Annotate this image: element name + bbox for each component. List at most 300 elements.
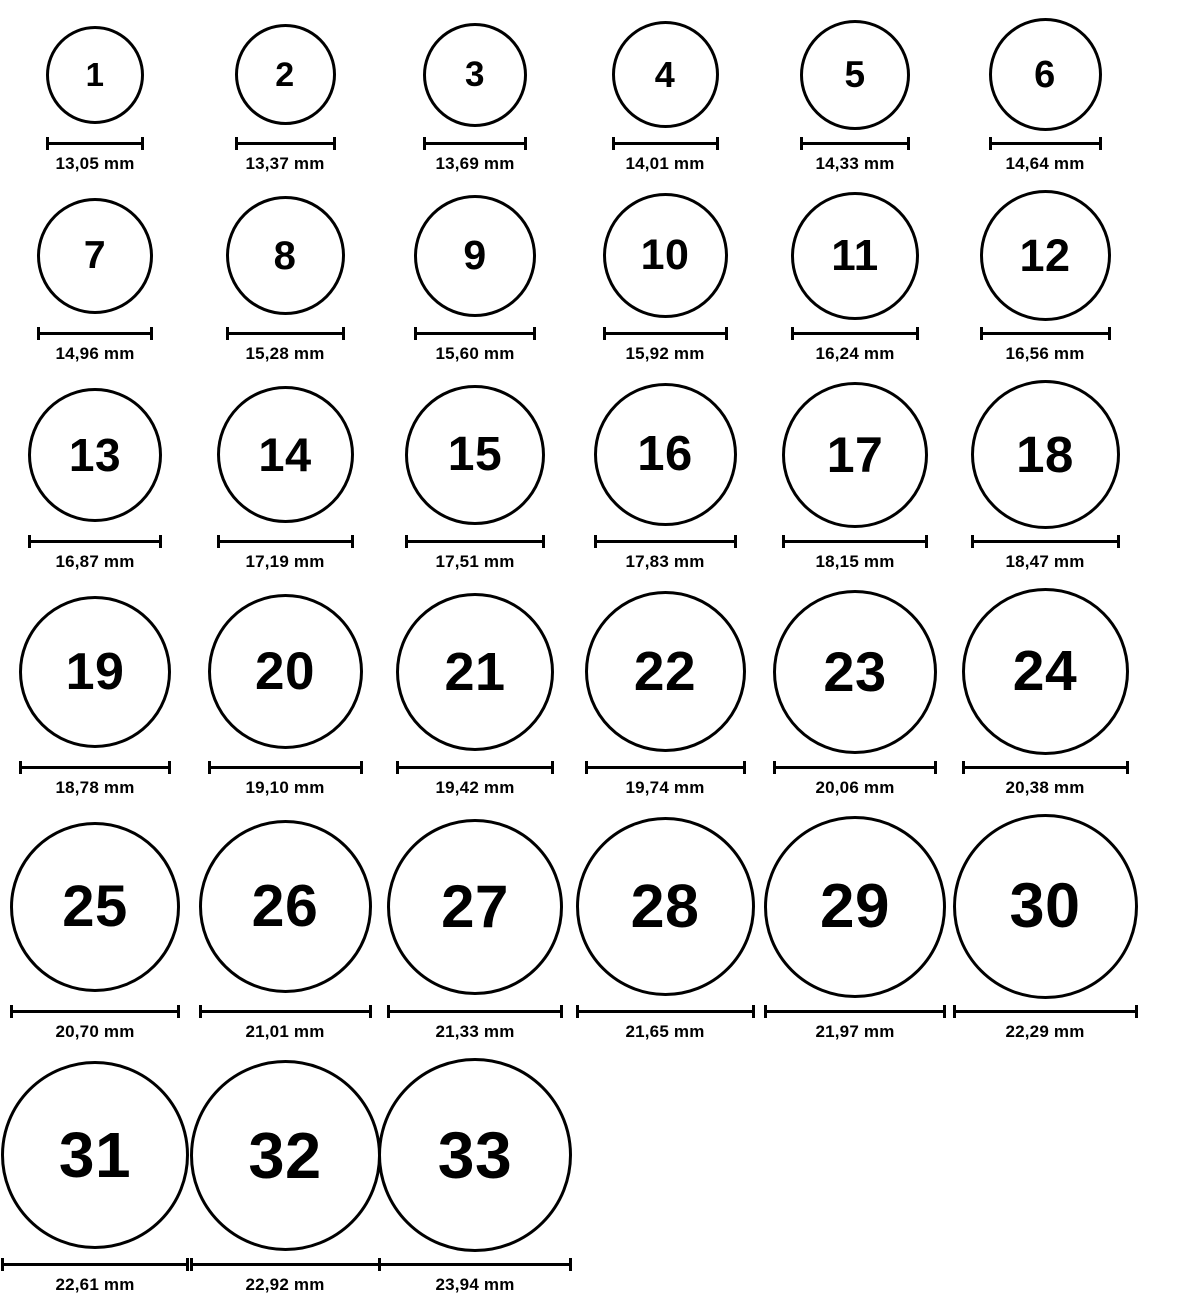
ring-size-cell (950, 588, 1140, 798)
diameter-label: 19,10 mm (245, 778, 325, 797)
ring-size-number: 24 (1012, 639, 1078, 703)
diameter-measure-bar (396, 761, 554, 773)
measure-tick-right (925, 535, 928, 548)
diameter-label: 14,96 mm (55, 344, 135, 363)
ring-circle (585, 591, 746, 752)
circle-area (28, 380, 162, 529)
diameter-measure-bar (414, 327, 536, 339)
ring-circle (423, 23, 527, 127)
ring-circle (199, 820, 372, 993)
ring-size-number: 5 (844, 54, 866, 95)
ring-size-number: 17 (826, 426, 884, 483)
measure-line (28, 540, 162, 543)
measure-tick-right (177, 1005, 180, 1018)
measure-tick-left (800, 137, 803, 150)
ring-size-cell (380, 380, 570, 572)
measure-tick-right (752, 1005, 755, 1018)
ring-size-number: 9 (463, 232, 487, 278)
diameter-label: 16,56 mm (1005, 344, 1085, 363)
ring-size-number: 22 (633, 640, 697, 702)
measure-tick-right (369, 1005, 372, 1018)
circle-area (782, 380, 928, 529)
circle-area (19, 588, 171, 755)
ring-size-number: 31 (58, 1119, 132, 1191)
ring-circle (19, 596, 171, 748)
diameter-measure-bar (585, 761, 746, 773)
diameter-measure-bar (989, 137, 1102, 149)
measure-line (414, 332, 536, 335)
measure-line (603, 332, 728, 335)
measure-tick-right (360, 761, 363, 774)
measure-tick-left (585, 761, 588, 774)
diameter-measure-bar (962, 761, 1129, 773)
ring-size-cell (950, 814, 1140, 1042)
measure-tick-left (217, 535, 220, 548)
measure-line (378, 1263, 572, 1266)
ring-size-cell (760, 814, 950, 1042)
measure-line (387, 1010, 563, 1013)
ring-size-cell (0, 1058, 190, 1295)
ring-size-cell (190, 380, 380, 572)
diameter-label: 22,61 mm (55, 1275, 135, 1294)
ring-size-cell (0, 18, 190, 174)
ring-circle (603, 193, 728, 318)
size-row (0, 18, 1200, 174)
measure-line (953, 1010, 1138, 1013)
ring-size-number: 19 (65, 642, 125, 701)
measure-line (782, 540, 928, 543)
diameter-label: 18,78 mm (55, 778, 135, 797)
measure-tick-left (971, 535, 974, 548)
measure-tick-right (725, 327, 728, 340)
ring-circle (1, 1061, 189, 1249)
measure-tick-right (1099, 137, 1102, 150)
ring-size-cell (950, 190, 1140, 364)
measure-line (962, 766, 1129, 769)
measure-tick-right (351, 535, 354, 548)
ring-size-number: 7 (83, 234, 107, 277)
measure-tick-left (612, 137, 615, 150)
measure-line (19, 766, 171, 769)
measure-tick-right (943, 1005, 946, 1018)
size-row (0, 190, 1200, 364)
ring-size-cell (0, 814, 190, 1042)
measure-tick-left (396, 761, 399, 774)
measure-tick-left (28, 535, 31, 548)
diameter-label: 20,06 mm (815, 778, 895, 797)
ring-size-cell (380, 588, 570, 798)
circle-area (414, 190, 536, 321)
measure-tick-left (773, 761, 776, 774)
size-row (0, 380, 1200, 572)
ring-size-number: 27 (441, 872, 509, 940)
ring-circle (576, 817, 755, 996)
measure-tick-left (603, 327, 606, 340)
diameter-label: 20,38 mm (1005, 778, 1085, 797)
circle-area (585, 588, 746, 755)
ring-size-cell (570, 814, 760, 1042)
circle-area (10, 814, 180, 999)
circle-area (1, 1058, 189, 1252)
diameter-label: 16,24 mm (815, 344, 895, 363)
diameter-label: 13,69 mm (435, 154, 515, 173)
ring-circle (37, 198, 153, 314)
ring-size-cell (380, 190, 570, 364)
measure-line (594, 540, 737, 543)
ring-size-cell (570, 588, 760, 798)
measure-line (37, 332, 153, 335)
measure-tick-left (10, 1005, 13, 1018)
ring-size-cell (0, 380, 190, 572)
circle-area (208, 588, 363, 755)
measure-tick-right (141, 137, 144, 150)
diameter-measure-bar (971, 535, 1120, 547)
ring-circle (46, 26, 144, 124)
ring-size-cell (950, 18, 1140, 174)
diameter-measure-bar (19, 761, 171, 773)
diameter-label: 17,19 mm (245, 552, 325, 571)
diameter-measure-bar (782, 535, 928, 547)
ring-size-cell (190, 588, 380, 798)
circle-area (612, 18, 719, 131)
measure-line (980, 332, 1111, 335)
ring-size-number: 12 (1019, 230, 1071, 281)
ring-size-cell (570, 380, 760, 572)
size-row (0, 588, 1200, 798)
circle-area (423, 18, 527, 131)
circle-area (800, 18, 910, 131)
ring-size-number: 13 (68, 428, 122, 481)
measure-tick-right (1117, 535, 1120, 548)
measure-tick-left (791, 327, 794, 340)
measure-line (396, 766, 554, 769)
diameter-label: 17,83 mm (625, 552, 705, 571)
diameter-measure-bar (217, 535, 354, 547)
measure-line (800, 142, 910, 145)
ring-circle (962, 588, 1129, 755)
diameter-label: 15,92 mm (625, 344, 705, 363)
measure-tick-left (378, 1258, 381, 1271)
diameter-label: 16,87 mm (55, 552, 135, 571)
diameter-measure-bar (387, 1005, 563, 1017)
ring-circle (396, 593, 554, 751)
measure-tick-right (734, 535, 737, 548)
ring-size-number: 23 (823, 639, 887, 703)
ring-circle (953, 814, 1138, 999)
ring-size-number: 30 (1009, 871, 1081, 941)
diameter-measure-bar (226, 327, 345, 339)
measure-tick-right (150, 327, 153, 340)
measure-tick-left (226, 327, 229, 340)
measure-tick-left (576, 1005, 579, 1018)
ring-size-number: 29 (820, 871, 890, 941)
circle-area (594, 380, 737, 529)
circle-area (217, 380, 354, 529)
measure-tick-right (1135, 1005, 1138, 1018)
measure-tick-left (1, 1258, 4, 1271)
measure-line (46, 142, 144, 145)
measure-line (217, 540, 354, 543)
measure-tick-left (782, 535, 785, 548)
ring-size-number: 33 (437, 1118, 513, 1192)
ring-size-cell (190, 1058, 380, 1295)
ring-size-cell (760, 190, 950, 364)
measure-tick-right (551, 761, 554, 774)
measure-tick-left (594, 535, 597, 548)
diameter-measure-bar (37, 327, 153, 339)
ring-size-cell (950, 380, 1140, 572)
measure-line (405, 540, 545, 543)
ring-circle (217, 386, 354, 523)
diameter-label: 21,33 mm (435, 1022, 515, 1041)
diameter-measure-bar (28, 535, 162, 547)
diameter-measure-bar (594, 535, 737, 547)
ring-size-cell (760, 18, 950, 174)
measure-tick-left (37, 327, 40, 340)
ring-circle (405, 385, 545, 525)
diameter-label: 15,60 mm (435, 344, 515, 363)
measure-line (423, 142, 527, 145)
ring-circle (800, 20, 910, 130)
measure-tick-left (405, 535, 408, 548)
ring-circle (971, 380, 1120, 529)
diameter-label: 18,15 mm (815, 552, 895, 571)
measure-tick-right (907, 137, 910, 150)
measure-tick-right (560, 1005, 563, 1018)
diameter-label: 14,01 mm (625, 154, 705, 173)
measure-tick-right (168, 761, 171, 774)
measure-tick-left (387, 1005, 390, 1018)
measure-tick-right (916, 327, 919, 340)
ring-circle (782, 382, 928, 528)
ring-size-number: 2 (275, 55, 295, 94)
measure-line (971, 540, 1120, 543)
ring-size-number: 1 (85, 56, 105, 93)
diameter-label: 13,05 mm (55, 154, 135, 173)
diameter-measure-bar (603, 327, 728, 339)
circle-area (378, 1058, 572, 1252)
circle-area (405, 380, 545, 529)
circle-area (791, 190, 919, 321)
measure-tick-left (423, 137, 426, 150)
measure-tick-left (764, 1005, 767, 1018)
circle-area (603, 190, 728, 321)
ring-size-number: 25 (62, 873, 128, 939)
ring-circle (980, 190, 1111, 321)
diameter-measure-bar (378, 1258, 572, 1270)
measure-tick-right (743, 761, 746, 774)
diameter-measure-bar (791, 327, 919, 339)
measure-tick-right (333, 137, 336, 150)
measure-tick-right (934, 761, 937, 774)
measure-tick-left (980, 327, 983, 340)
circle-area (46, 18, 144, 131)
ring-size-number: 18 (1016, 426, 1074, 483)
ring-size-number: 20 (255, 642, 315, 701)
ring-circle (10, 822, 180, 992)
ring-size-number: 3 (465, 55, 485, 94)
measure-line (773, 766, 937, 769)
diameter-label: 21,97 mm (815, 1022, 895, 1041)
ring-size-number: 8 (273, 233, 297, 278)
ring-size-number: 14 (258, 428, 312, 481)
measure-line (190, 1263, 381, 1266)
diameter-measure-bar (612, 137, 719, 149)
ring-size-cell (0, 588, 190, 798)
diameter-label: 22,92 mm (245, 1275, 325, 1294)
diameter-label: 22,29 mm (1005, 1022, 1085, 1041)
diameter-label: 20,70 mm (55, 1022, 135, 1041)
diameter-label: 19,74 mm (625, 778, 705, 797)
diameter-label: 14,64 mm (1005, 154, 1085, 173)
diameter-label: 23,94 mm (435, 1275, 515, 1294)
measure-line (764, 1010, 946, 1013)
size-row (0, 1058, 1200, 1295)
diameter-measure-bar (190, 1258, 381, 1270)
diameter-measure-bar (764, 1005, 946, 1017)
measure-line (576, 1010, 755, 1013)
circle-area (971, 380, 1120, 529)
measure-tick-right (342, 327, 345, 340)
ring-size-cell (760, 588, 950, 798)
diameter-label: 21,01 mm (245, 1022, 325, 1041)
ring-circle (764, 816, 946, 998)
circle-area (37, 190, 153, 321)
measure-tick-right (524, 137, 527, 150)
diameter-measure-bar (980, 327, 1111, 339)
ring-size-cell (570, 18, 760, 174)
ring-size-number: 21 (444, 641, 506, 702)
measure-tick-right (569, 1258, 572, 1271)
diameter-measure-bar (800, 137, 910, 149)
diameter-label: 13,37 mm (245, 154, 325, 173)
diameter-measure-bar (235, 137, 336, 149)
measure-tick-right (1126, 761, 1129, 774)
diameter-measure-bar (423, 137, 527, 149)
ring-circle (791, 192, 919, 320)
ring-circle (414, 195, 536, 317)
measure-tick-left (235, 137, 238, 150)
diameter-label: 19,42 mm (435, 778, 515, 797)
size-row (0, 814, 1200, 1042)
ring-size-number: 4 (654, 53, 676, 95)
measure-tick-right (159, 535, 162, 548)
ring-circle (208, 594, 363, 749)
ring-size-number: 16 (637, 427, 693, 481)
ring-size-cell (0, 190, 190, 364)
measure-line (585, 766, 746, 769)
circle-area (190, 1058, 381, 1252)
ring-circle (28, 388, 162, 522)
diameter-measure-bar (405, 535, 545, 547)
circle-area (226, 190, 345, 321)
circle-area (396, 588, 554, 755)
measure-line (226, 332, 345, 335)
measure-tick-left (19, 761, 22, 774)
measure-line (10, 1010, 180, 1013)
diameter-measure-bar (199, 1005, 372, 1017)
measure-line (791, 332, 919, 335)
circle-area (773, 588, 937, 755)
ring-size-cell (190, 814, 380, 1042)
measure-tick-left (953, 1005, 956, 1018)
circle-area (962, 588, 1129, 755)
ring-size-number: 15 (447, 427, 503, 481)
ring-size-cell (380, 18, 570, 174)
circle-area (980, 190, 1111, 321)
ring-circle (594, 383, 737, 526)
ring-size-number: 28 (630, 872, 700, 940)
measure-tick-left (46, 137, 49, 150)
ring-circle (378, 1058, 572, 1252)
measure-tick-left (208, 761, 211, 774)
diameter-measure-bar (953, 1005, 1138, 1017)
ring-size-number: 26 (251, 873, 319, 939)
circle-area (953, 814, 1138, 999)
ring-circle (989, 18, 1102, 131)
measure-tick-right (533, 327, 536, 340)
ring-circle (612, 21, 719, 128)
diameter-measure-bar (1, 1258, 189, 1270)
ring-circle (226, 196, 345, 315)
ring-circle (773, 590, 937, 754)
ring-circle (387, 819, 563, 995)
measure-line (235, 142, 336, 145)
circle-area (235, 18, 336, 131)
ring-circle (235, 24, 336, 125)
measure-line (989, 142, 1102, 145)
ring-size-cell (380, 1058, 570, 1295)
circle-area (199, 814, 372, 999)
ring-size-number: 10 (640, 231, 690, 279)
ring-size-cell (190, 190, 380, 364)
measure-line (612, 142, 719, 145)
diameter-label: 14,33 mm (815, 154, 895, 173)
diameter-measure-bar (46, 137, 144, 149)
diameter-label: 18,47 mm (1005, 552, 1085, 571)
diameter-measure-bar (208, 761, 363, 773)
measure-line (1, 1263, 189, 1266)
measure-tick-left (962, 761, 965, 774)
measure-line (208, 766, 363, 769)
ring-size-number: 6 (1034, 53, 1056, 96)
measure-line (199, 1010, 372, 1013)
diameter-measure-bar (10, 1005, 180, 1017)
measure-tick-right (542, 535, 545, 548)
measure-tick-left (414, 327, 417, 340)
ring-size-cell (760, 380, 950, 572)
ring-size-number: 11 (831, 230, 879, 280)
diameter-measure-bar (576, 1005, 755, 1017)
diameter-measure-bar (773, 761, 937, 773)
ring-size-cell (380, 814, 570, 1042)
measure-tick-left (989, 137, 992, 150)
measure-tick-left (190, 1258, 193, 1271)
measure-tick-right (1108, 327, 1111, 340)
ring-size-cell (570, 190, 760, 364)
circle-area (764, 814, 946, 999)
ring-size-cell (190, 18, 380, 174)
diameter-label: 17,51 mm (435, 552, 515, 571)
diameter-label: 15,28 mm (245, 344, 325, 363)
ring-circle (190, 1060, 381, 1251)
ring-size-number: 32 (248, 1118, 322, 1192)
measure-tick-left (199, 1005, 202, 1018)
measure-tick-right (716, 137, 719, 150)
circle-area (387, 814, 563, 999)
diameter-label: 21,65 mm (625, 1022, 705, 1041)
circle-area (989, 18, 1102, 131)
